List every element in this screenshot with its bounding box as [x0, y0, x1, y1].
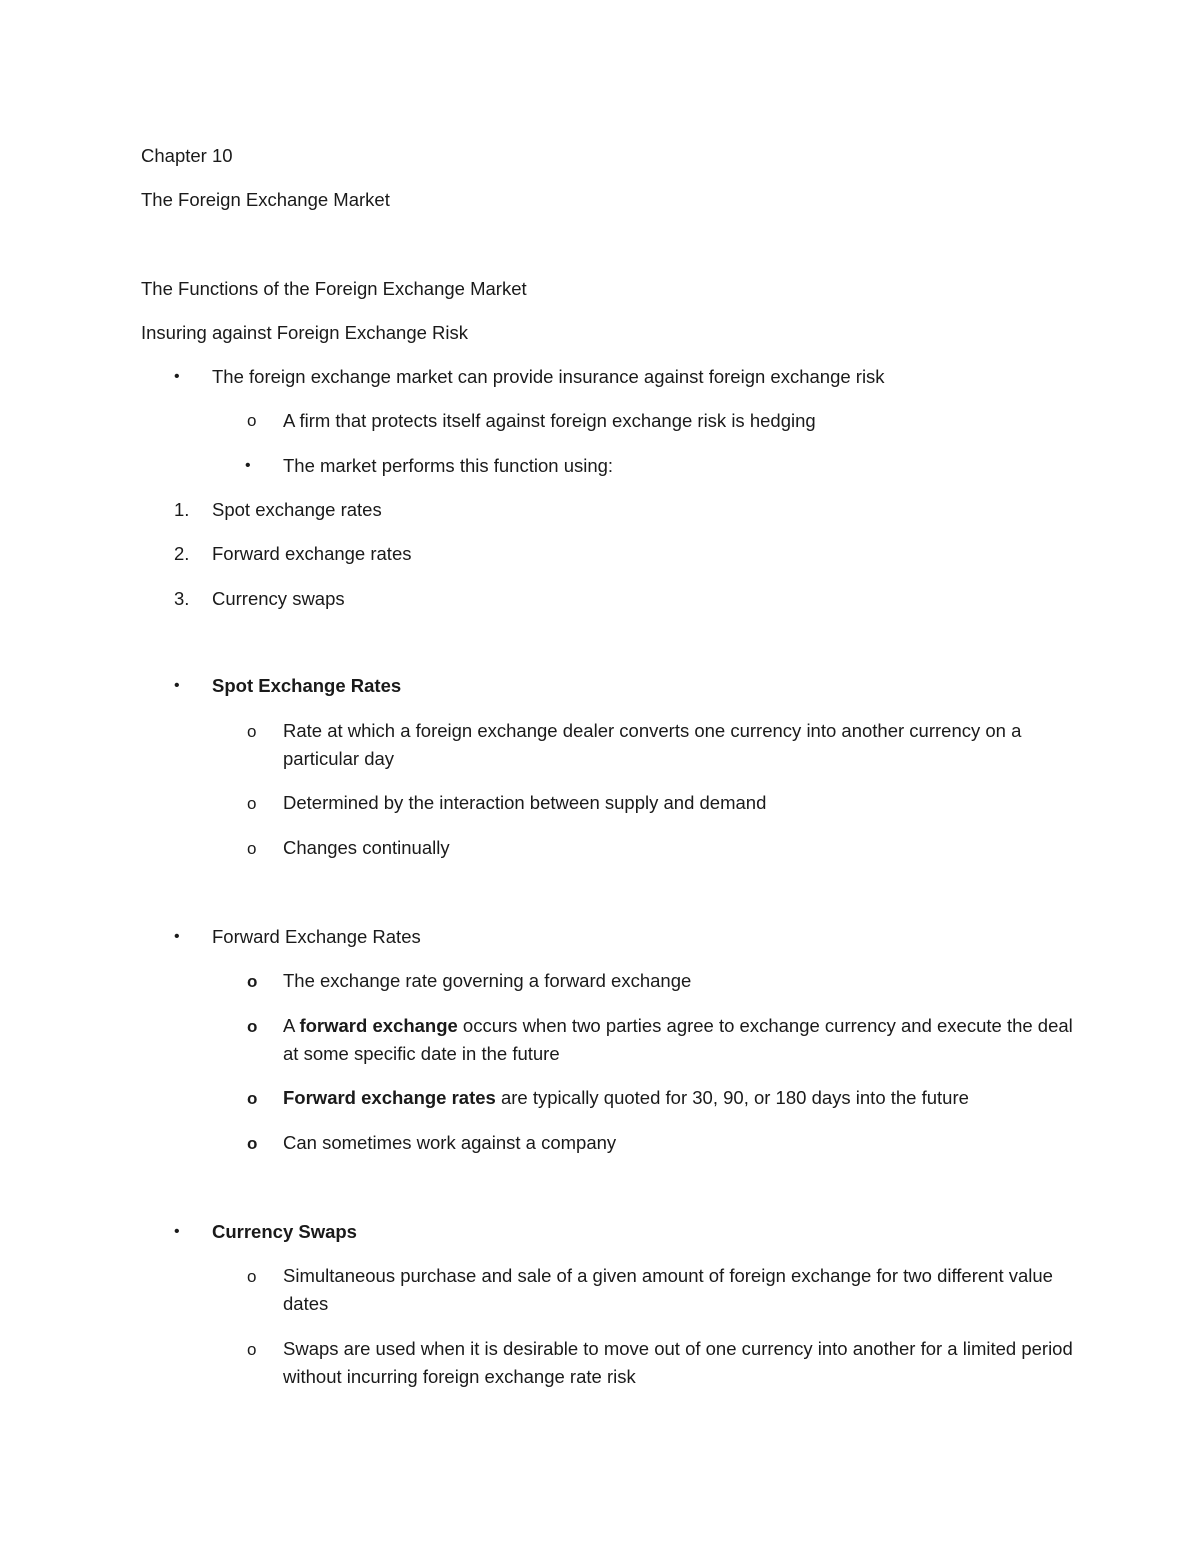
document-title: The Foreign Exchange Market	[141, 189, 390, 210]
spot-heading-text: Spot Exchange Rates	[212, 675, 402, 696]
forward-item-definition-prefix: A	[283, 1015, 300, 1036]
swaps-item-simultaneous: Simultaneous purchase and sale of a given amount of foreign exchange for two different value dates	[283, 1265, 1053, 1314]
swaps-item-usage: Swaps are used when it is desirable to move out of one currency into another for a limited period without incurring foreign exchange rate risk	[283, 1338, 1073, 1387]
list-item: Currency swaps	[212, 588, 345, 609]
intro-bullet: The foreign exchange market can provide insurance against foreign exchange risk	[212, 366, 885, 387]
circle-bullet-icon: o	[247, 839, 257, 858]
list-number: 2.	[174, 543, 190, 564]
circle-bullet-icon: o	[247, 1017, 258, 1036]
bullet-icon: •	[174, 928, 180, 945]
spot-item-determined: Determined by the interaction between supply and demand	[283, 792, 767, 813]
bullet-icon: •	[245, 457, 251, 474]
swaps-heading-text: Currency Swaps	[212, 1221, 357, 1242]
forward-item-quoted-rest: are typically quoted for 30, 90, or 180 days into the future	[495, 1087, 969, 1108]
intro-sub-function: The market performs this function using:	[283, 455, 614, 476]
list-item: Forward exchange rates	[212, 543, 412, 564]
forward-item-against: Can sometimes work against a company	[283, 1132, 617, 1153]
section-heading: The Functions of the Foreign Exchange Market	[141, 278, 527, 299]
circle-bullet-icon: o	[247, 722, 257, 741]
intro-sub-hedging: A firm that protects itself against foreign exchange risk is hedging	[283, 410, 816, 431]
subsection-heading: Insuring against Foreign Exchange Risk	[141, 322, 469, 343]
list-number: 1.	[174, 499, 190, 520]
list-number: 3.	[174, 588, 190, 609]
swaps-heading	[212, 1219, 357, 1245]
forward-item-quoted	[283, 1085, 969, 1111]
circle-bullet-icon: o	[247, 1134, 258, 1153]
forward-item-definition-rest: occurs when two parties agree to exchange currency and execute the deal at some specific date in the future	[283, 1015, 1073, 1064]
forward-item-definition-term: forward exchange	[299, 1015, 458, 1036]
forward-item-definition	[283, 1012, 1073, 1068]
circle-bullet-icon: o	[247, 794, 257, 813]
circle-bullet-icon: o	[247, 1089, 258, 1108]
list-item: Spot exchange rates	[212, 499, 382, 520]
circle-bullet-icon: o	[247, 1267, 257, 1286]
forward-heading: Forward Exchange Rates	[212, 926, 421, 947]
bullet-icon: •	[174, 368, 180, 385]
spot-item-changes: Changes continually	[283, 837, 450, 858]
forward-item-governing: The exchange rate governing a forward exchange	[283, 970, 692, 991]
circle-bullet-icon: o	[247, 411, 257, 430]
forward-item-quoted-term: Forward exchange rates	[283, 1087, 496, 1108]
circle-bullet-icon: o	[247, 1340, 257, 1359]
spot-heading	[212, 673, 401, 699]
circle-bullet-icon: o	[247, 972, 258, 991]
chapter-label: Chapter 10	[141, 145, 233, 166]
bullet-icon: •	[174, 677, 180, 694]
spot-item-rate: Rate at which a foreign exchange dealer converts one currency into another currency on a particular day	[283, 720, 1022, 769]
bullet-icon: •	[174, 1223, 180, 1240]
